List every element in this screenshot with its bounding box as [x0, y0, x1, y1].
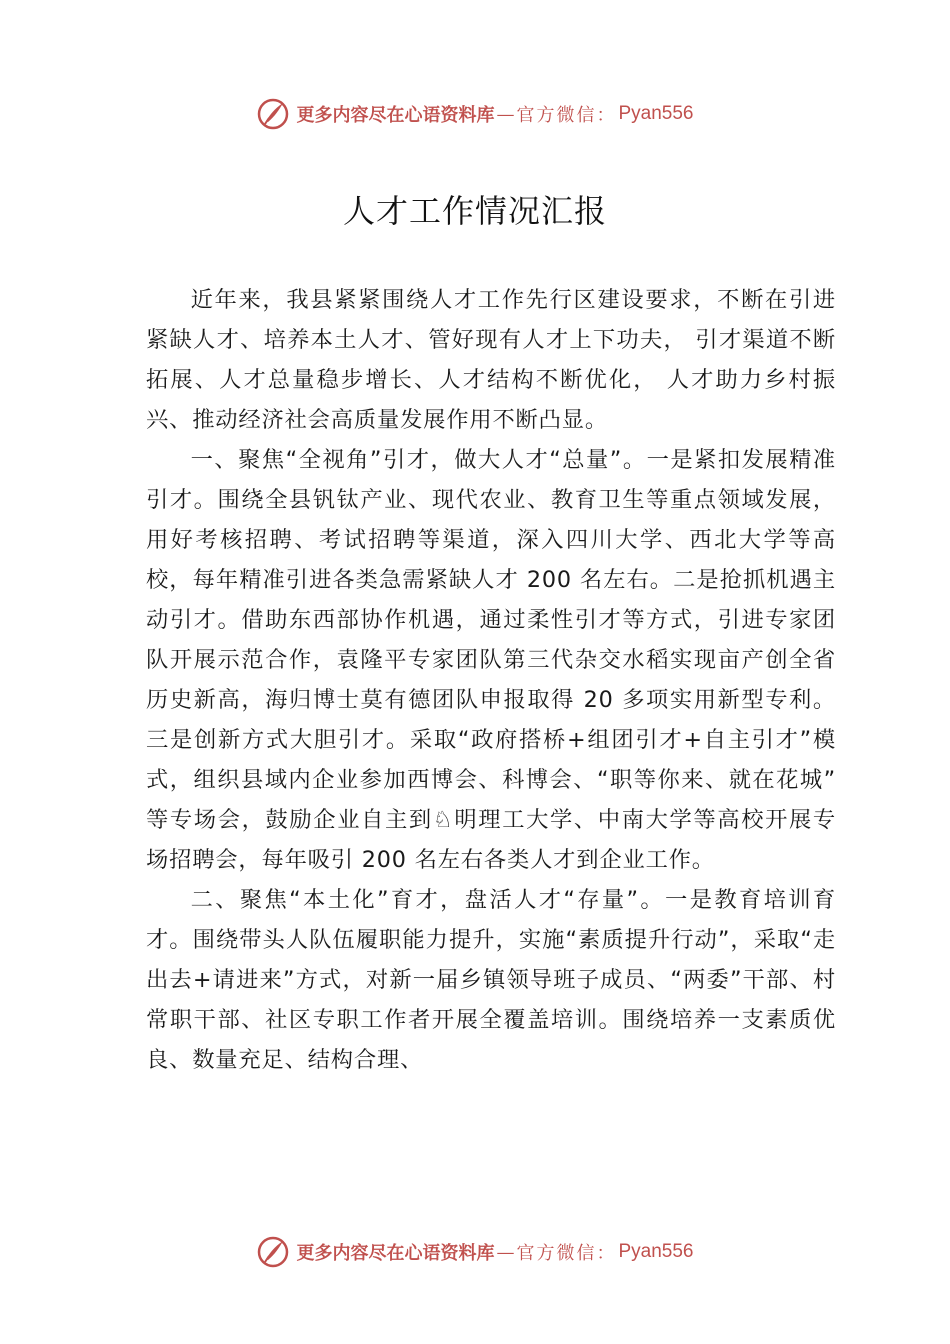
watermark-footer — [0, 1232, 950, 1272]
watermark-dash: — — [496, 103, 515, 125]
watermark-wechat-label: 官方微信： — [516, 1243, 617, 1264]
quill-seal-icon — [256, 97, 290, 131]
paragraph-section-two: 二、聚焦“本土化”育才，盘活人才“存量”。一是教育培训育才。围绕带头人队伍履职能力提升，实施“素质提升行动”，采取“走出去+请进来”方式，对新一届乡镇领导班子成员、“两委”干部、村常职干部、社区专职工作者开展全覆盖培训。围绕培养一支素质优良、数量充足、结构合理、 — [146, 887, 836, 1073]
document-title: 人才工作情况汇报 — [342, 192, 607, 230]
paragraph-section-one: 一、聚焦“全视角”引才，做大人才“总量”。一是紧扣发展精准引才。围绕全县钒钛产业、现代农业、教育卫生等重点领域发展，用好考核招聘、考试招聘等渠道，深入四川大学、西北大学等高校，每年精准引进各类急需紧缺人才 200 名左右。二是抢抓机遇主动引才。借助东西部协作机遇，通过柔性引才等方式，引进专家团队开展示范合作，袁隆平专家团队第三代杂交水稻实现亩产创全省历史新高，海归博士莫有德团队申报取得 20 多项实用新型专利。三是创新方式大胆引才。采取“政府搭桥+组团引才+自主引才”模式，组织县域内企业参加西博会、科博会、“职等你来、就在花城” 等专场会，鼓励企业自主到♘明理工大学、中南大学等高校开展专场招聘会，每年吸引 200 名左右各类人才到企业工作。 — [146, 447, 836, 873]
watermark-brand: 更多内容尽在心语资料库 — [296, 105, 495, 126]
quill-seal-icon — [256, 1235, 290, 1269]
paragraph-intro: 近年来，我县紧紧围绕人才工作先行区建设要求，不断在引进紧缺人才、培养本土人才、管好现有人才上下功夫， 引才渠道不断拓展、人才总量稳步增长、人才结构不断优化， 人才助力乡村振兴、推动经济社会高质量发展作用不断凸显。 — [146, 287, 836, 433]
watermark-wechat-id: Pyan556 — [618, 1241, 694, 1262]
watermark-dash: — — [496, 1241, 515, 1263]
watermark-wechat-id: Pyan556 — [618, 103, 694, 124]
document-body — [146, 280, 836, 1080]
watermark-brand: 更多内容尽在心语资料库 — [296, 1243, 495, 1264]
watermark-wechat-label: 官方微信： — [516, 105, 617, 126]
watermark-header — [0, 94, 950, 134]
